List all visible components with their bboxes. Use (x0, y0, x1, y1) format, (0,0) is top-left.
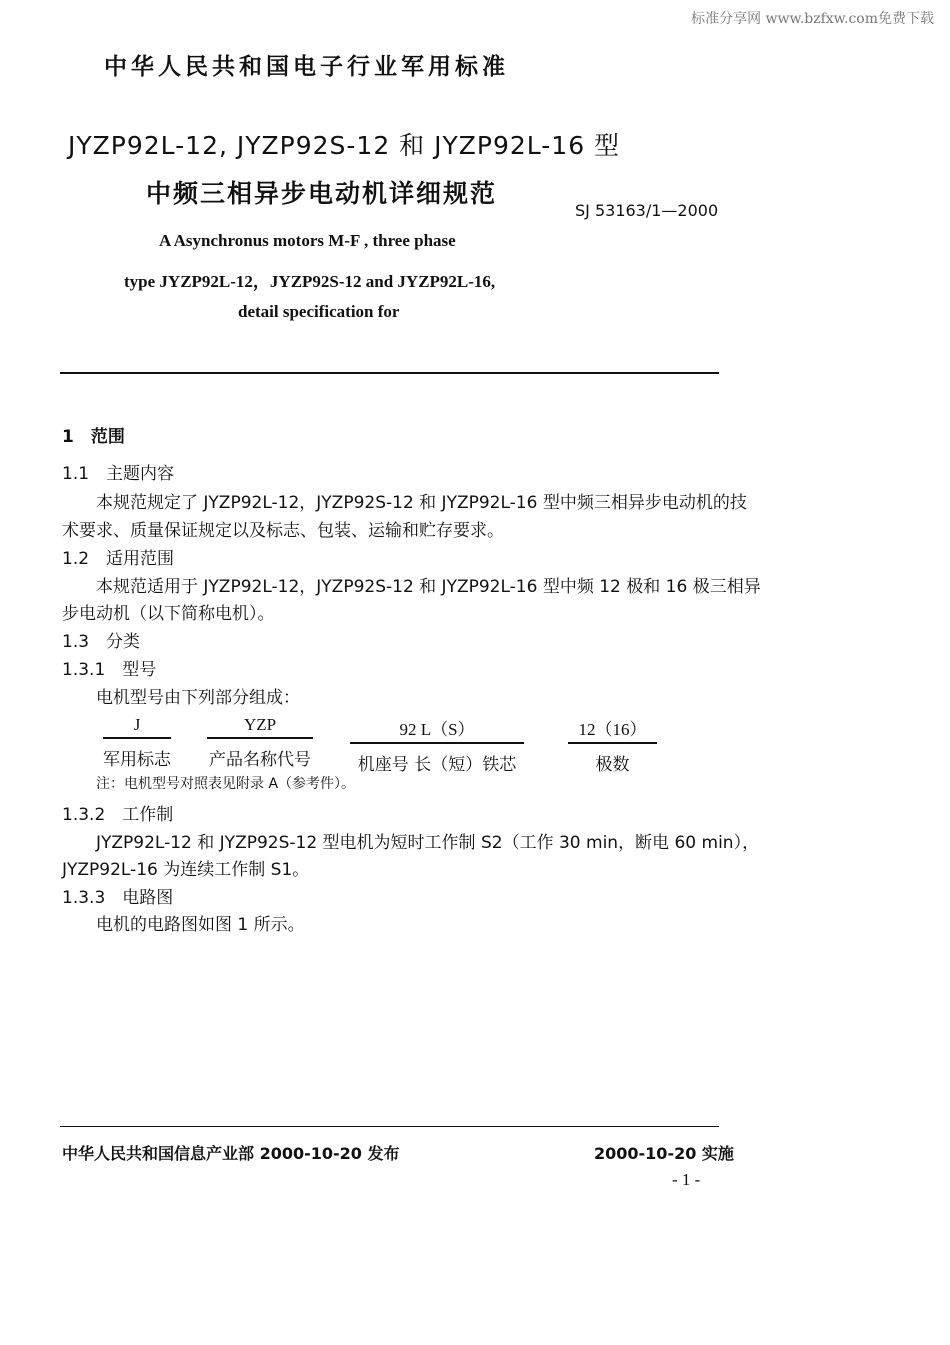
paragraph-1-3-1: 电机型号由下列部分组成： (96, 688, 300, 708)
footer-divider (60, 1126, 719, 1127)
paragraph-1-2-line-2: 步电动机（以下简称电机）。 (62, 604, 275, 624)
section-1-1-heading: 1.1 主题内容 (62, 464, 175, 484)
model-part-frame (350, 715, 524, 775)
model-part-military (103, 715, 171, 770)
paragraph-1-3-2-line-1: JYZP92L-12 和 JYZP92S-12 型电机为短时工作制 S2（工作 30 min，断电 60 min）， (96, 833, 760, 853)
model-label: 机座号 长（短）铁芯 (357, 755, 517, 775)
document-title: 中频三相异步电动机详细规范 (146, 179, 498, 208)
paragraph-1-2-line-1: 本规范适用于 JYZP92L-12，JYZP92S-12 和 JYZP92L-16 型中频 12 极和 16 极三相异 (96, 577, 761, 597)
paragraph-1-3-2-line-2: JYZP92L-16 为连续工作制 S1。 (62, 860, 310, 880)
section-1-3-2-heading: 1.3.2 工作制 (62, 805, 174, 825)
model-label: 产品名称代号 (209, 750, 311, 770)
model-code: J (103, 715, 171, 739)
model-part-poles (568, 715, 657, 775)
model-label: 极数 (595, 755, 630, 775)
english-title-line-1: A Asynchronus motors M-F , three phase (159, 231, 456, 250)
section-1-3-heading: 1.3 分类 (62, 632, 141, 652)
page-number: - 1 - (672, 1170, 701, 1189)
model-code: 92 L（S） (350, 715, 524, 744)
section-1-2-heading: 1.2 适用范围 (62, 549, 175, 569)
paragraph-1-1-line-2: 术要求、质量保证规定以及标志、包装、运输和贮存要求。 (62, 521, 504, 541)
issuing-organization: 中华人民共和国电子行业军用标准 (104, 54, 509, 80)
effective-date: 2000-10-20 实施 (594, 1144, 734, 1163)
standard-number: SJ 53163/1—2000 (575, 201, 719, 220)
section-1-heading: 1 范围 (62, 427, 125, 447)
header-divider (60, 372, 719, 374)
model-part-product (207, 715, 313, 770)
section-1-3-3-heading: 1.3.3 电路图 (62, 888, 174, 908)
english-title-line-3: detail specification for (238, 302, 400, 321)
section-1-3-1-heading: 1.3.1 型号 (62, 660, 157, 680)
model-note: 注：电机型号对照表见附录 A（参考件）。 (96, 776, 356, 792)
document-title-models: JYZP92L-12, JYZP92S-12 和 JYZP92L-16 型 (68, 131, 621, 160)
watermark: 标准分享网 www.bzfxw.com免费下载 (691, 11, 934, 27)
model-label: 军用标志 (103, 750, 171, 770)
english-title-line-2: type JYZP92L-12，JYZP92S-12 and JYZP92L-16, (124, 272, 496, 291)
issue-statement: 中华人民共和国信息产业部 2000-10-20 发布 (62, 1144, 400, 1163)
paragraph-1-3-3: 电机的电路图如图 1 所示。 (96, 915, 305, 935)
model-code: 12（16） (568, 715, 657, 744)
model-code: YZP (207, 715, 313, 739)
paragraph-1-1-line-1: 本规范规定了 JYZP92L-12，JYZP92S-12 和 JYZP92L-16 型中频三相异步电动机的技 (96, 493, 747, 513)
